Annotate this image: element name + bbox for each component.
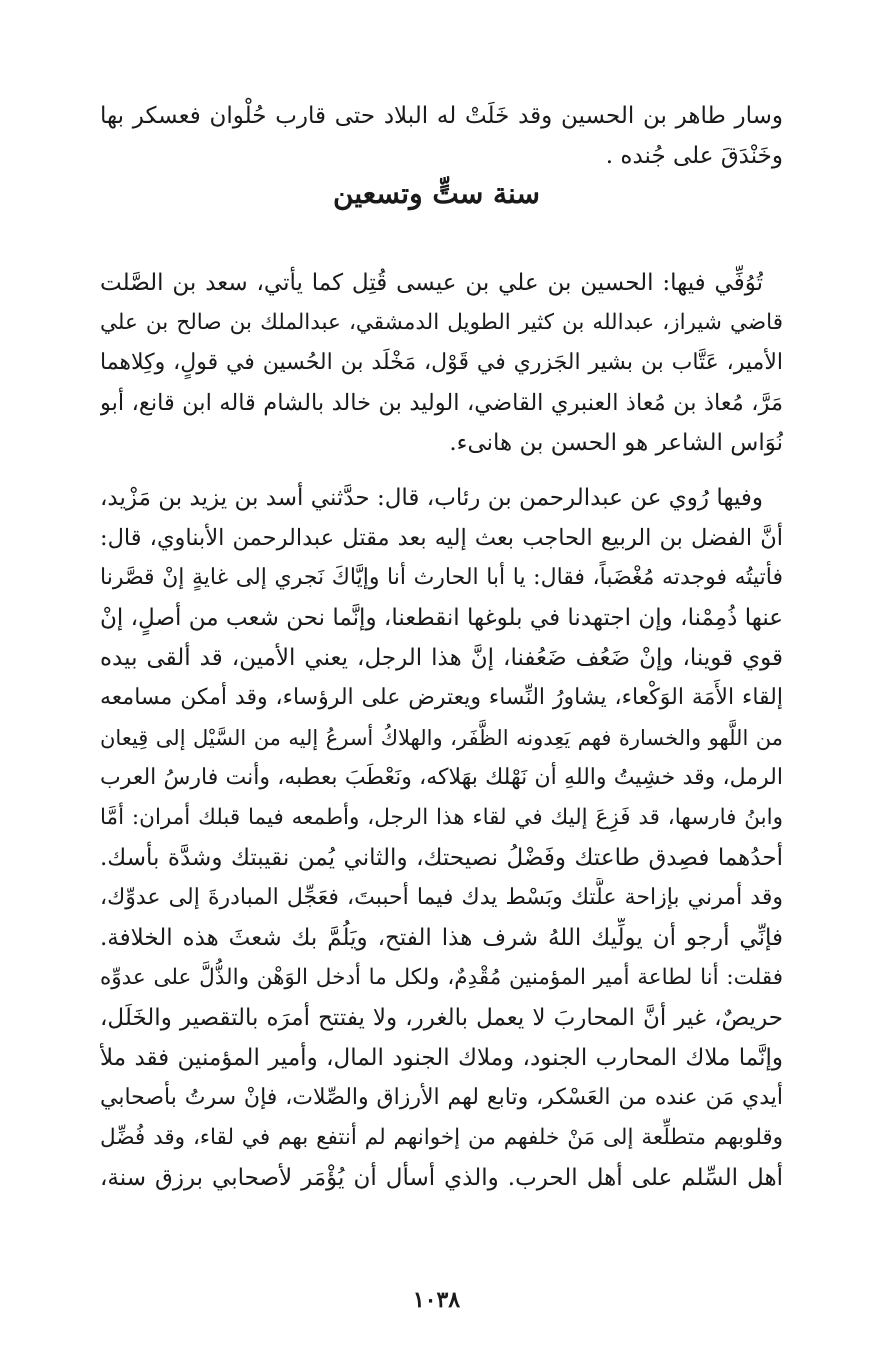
- text-line: قاضي شيراز، عبدالله بن كثير الطويل الدمشقي، عبدالملك بن صالح بن علي: [100, 310, 783, 335]
- text-line: أحدُهما فصِدق طاعتك وفَضْلُ نصيحتك، والثاني يُمن نقيبتك وشدَّة بأسك.: [100, 845, 783, 871]
- text-line: وفيها رُوي عن عبدالرحمن بن رئاب، قال: حدَّثني أسد بن يزيد بن مَزْيد،: [100, 485, 763, 511]
- text-line: نُوَاس الشاعر هو الحسن بن هانىء.: [449, 430, 783, 456]
- text-line: من اللَّهو والخسارة فهم يَعِدونه الظَّفَر، والهلاكُ أسرعُ إليه من السَّيْل إلى قِيعان: [100, 726, 783, 750]
- text-line: وخَنْدَقَ على جُنده .: [605, 143, 783, 169]
- text-line: قوي قوينا، وإنْ ضَعُف ضَعُفنا، إنَّ هذا الرجل، يعني الأمين، قد ألقى بيده: [100, 645, 783, 671]
- text-line: وإنَّما ملاك المحارب الجنود، وملاك الجنود المال، وأمير المؤمنين فقد ملأ: [100, 1045, 783, 1071]
- text-line: مَرَّ، مُعاذ بن مُعاذ العنبري القاضي، الوليد بن خالد بالشام قاله ابن قانع، أبو: [100, 390, 783, 416]
- text-line: الأمير، عَتَّاب بن بشير الجَزري في قَوْل، مَخْلَد بن الحُسين في قولٍ، وكِلاهما: [100, 350, 783, 375]
- text-line: أيدي مَن عنده من العَسْكر، وتابع لهم الأرزاق والصِّلات، فإنْ سرتُ بأصحابي: [100, 1085, 783, 1110]
- text-line: وقد أمرني بإزاحة علَّتك وبَسْط يدك فيما أحببتَ، فعَجِّل المبادرةَ إلى عدوِّك،: [100, 885, 783, 910]
- text-line: فأتيتُه فوجدته مُغْضَباً، فقال: يا أبا الحارث أنا وإيَّاكَ نَجري إلى غايةٍ إنْ قصَّرنا: [100, 565, 783, 590]
- text-line: إلقاء الأَمَة الوَكْعاء، يشاورُ النِّساء ويعترض على الرؤساء، وقد أمكن مسامعه: [100, 685, 783, 710]
- text-line: حريصٌ، غير أنَّ المحاربَ لا يعمل بالغرر، ولا يفتتح أمرَه بالتقصير والخَلَل،: [100, 1005, 783, 1031]
- text-line: وقلوبهم متطلِّعة إلى مَنْ خلفهم من إخوانهم لم أنتفع بهم في لقاء، وقد فُضِّل: [100, 1125, 783, 1150]
- text-line: عنها ذُمِمْنا، وإن اجتهدنا في بلوغها انقطعنا، وإنَّما نحن شعب من أصلٍ، إنْ: [100, 605, 783, 631]
- text-line: وابنُ فارسها، قد فَزِعَ إليك في لقاء هذا الرجل، وأطمعه فيما قبلك أمران: أمَّا: [100, 805, 783, 830]
- text-line: أهل السِّلم على أهل الحرب. والذي أسأل أن يُؤْمَر لأصحابي برزق سنة،: [100, 1165, 783, 1191]
- page-number: ١٠٣٨: [412, 1287, 461, 1313]
- text-line: أنَّ الفضل بن الربيع الحاجب بعث إليه بعد مقتل عبدالرحمن الأبناوي، قال:: [100, 525, 783, 551]
- text-line: فإنِّي أرجو أن يولِّيك اللهُ شرف هذا الفتح، ويَلُمَّ بك شعثَ هذه الخلافة.: [100, 925, 783, 951]
- year-heading: سنة ستٍّ وتسعين: [333, 177, 540, 210]
- text-line: الرمل، وقد خشِيتُ واللهِ أن نَهْلك بهَلاكه، ونَعْطَبَ بعطبه، وأنت فارسُ العرب: [100, 765, 783, 790]
- text-line: تُوُفِّي فيها: الحسين بن علي بن عيسى قُتِل كما يأتي، سعد بن الصَّلت: [100, 270, 763, 296]
- text-line: وسار طاهر بن الحسين وقد خَلَتْ له البلاد حتى قارب حُلْوان فعسكر بها: [100, 103, 783, 129]
- text-line: فقلت: أنا لطاعة أمير المؤمنين مُقْدِمٌ، ولكل ما أدخل الوَهْن والذُّلَّ على عدوِّه: [100, 965, 783, 990]
